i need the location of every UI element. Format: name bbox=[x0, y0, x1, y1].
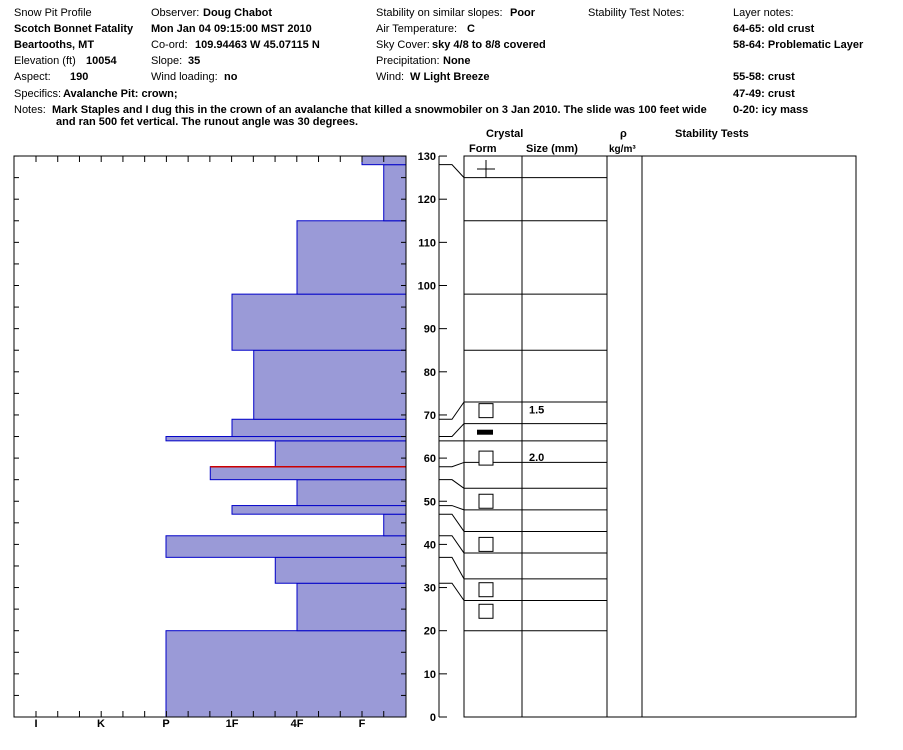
layer-connector bbox=[439, 557, 464, 579]
height-label: 130 bbox=[417, 151, 436, 164]
slope-value: 35 bbox=[188, 55, 201, 67]
crystal-form-symbols bbox=[477, 160, 544, 618]
hardness-bar bbox=[166, 631, 406, 717]
layer-connector bbox=[439, 506, 464, 510]
wind-loading-label: Wind loading: bbox=[151, 71, 218, 83]
hardness-bar bbox=[232, 419, 406, 436]
height-label: 0 bbox=[429, 712, 436, 724]
density-unit-header: kg/m³ bbox=[609, 144, 636, 155]
hardness-bar bbox=[384, 165, 406, 221]
hardness-label: K bbox=[97, 718, 105, 730]
crystal-header: Crystal bbox=[486, 128, 524, 140]
wind-loading-value: no bbox=[224, 71, 238, 83]
hardness-label: 4F bbox=[290, 718, 304, 730]
observation-date: Mon Jan 04 09:15:00 MST 2010 bbox=[151, 23, 312, 35]
notes-line-1: Mark Staples and I dug this in the crown of an avalanche that killed a snowmobiler on 3 Jan 2010. The slide was 100 feet wide bbox=[52, 104, 707, 116]
coord-value: 109.94463 W 45.07115 N bbox=[195, 39, 320, 51]
elevation-value: 10054 bbox=[86, 55, 117, 67]
air-temp-value: C bbox=[467, 23, 475, 35]
form-header: Form bbox=[469, 143, 497, 155]
coord-label: Co-ord: bbox=[151, 39, 188, 51]
observer-value: Doug Chabot bbox=[203, 7, 273, 19]
crystal-table bbox=[464, 156, 856, 717]
location-name: Scotch Bonnet Fatality bbox=[14, 23, 134, 35]
profile-title: Snow Pit Profile bbox=[14, 7, 92, 19]
hardness-label: F bbox=[358, 718, 366, 730]
layer-connector bbox=[439, 583, 464, 600]
stability-label: Stability on similar slopes: bbox=[376, 7, 503, 19]
height-label: 70 bbox=[423, 409, 436, 422]
hardness-bar bbox=[166, 536, 406, 558]
height-label: 40 bbox=[423, 539, 436, 552]
height-label: 100 bbox=[417, 280, 436, 293]
notes-line-2: and ran 500 fet vertical. The runout angle was 30 degrees. bbox=[56, 116, 358, 128]
area-name: Beartooths, MT bbox=[14, 39, 95, 51]
sky-cover-label: Sky Cover: bbox=[376, 39, 430, 51]
slope-label: Slope: bbox=[151, 55, 183, 67]
hardness-bar bbox=[232, 294, 406, 350]
aspect-value: 190 bbox=[70, 71, 89, 83]
stability-tests-header: Stability Tests bbox=[675, 128, 749, 140]
observer-label: Observer: bbox=[151, 7, 200, 19]
hardness-bars bbox=[166, 156, 406, 717]
height-label: 50 bbox=[423, 496, 436, 509]
layer-connector bbox=[439, 165, 464, 178]
layer-note: 0-20: icy mass bbox=[733, 104, 809, 116]
layer-notes-label: Layer notes: bbox=[733, 7, 794, 19]
hardness-label: P bbox=[162, 718, 170, 730]
size-header: Size (mm) bbox=[526, 143, 578, 155]
height-label: 80 bbox=[423, 366, 436, 379]
layer-connector bbox=[439, 514, 464, 531]
hardness-bar bbox=[297, 221, 406, 294]
precip-label: Precipitation: bbox=[376, 55, 440, 67]
crystal-square-symbol bbox=[479, 404, 493, 418]
crystal-size-value: 1.5 bbox=[529, 404, 545, 417]
height-label: 20 bbox=[423, 625, 436, 638]
height-label: 120 bbox=[417, 194, 436, 207]
specifics-label: Specifics: bbox=[14, 88, 62, 100]
hardness-bar bbox=[232, 506, 406, 515]
crystal-square-symbol bbox=[479, 451, 493, 465]
crystal-square-symbol bbox=[479, 537, 493, 551]
density-symbol-header: ρ bbox=[620, 128, 627, 140]
air-temp-label: Air Temperature: bbox=[376, 23, 458, 35]
crystal-size-value: 2.0 bbox=[529, 452, 545, 465]
hardness-bar bbox=[297, 480, 406, 506]
height-label: 30 bbox=[423, 582, 436, 595]
hardness-bar bbox=[166, 437, 406, 441]
hardness-bar bbox=[210, 467, 406, 480]
crystal-square-symbol bbox=[479, 604, 493, 618]
layer-note: 58-64: Problematic Layer bbox=[733, 39, 864, 51]
layer-connector bbox=[439, 402, 464, 419]
crystal-bar-symbol bbox=[477, 430, 493, 435]
elevation-label: Elevation (ft) bbox=[14, 55, 76, 67]
layer-note: 64-65: old crust bbox=[733, 23, 815, 35]
notes-label: Notes: bbox=[14, 104, 46, 116]
aspect-label: Aspect: bbox=[14, 71, 51, 83]
stability-test-notes-label: Stability Test Notes: bbox=[588, 7, 685, 19]
crystal-square-symbol bbox=[479, 583, 493, 597]
layer-connector bbox=[439, 424, 464, 437]
layer-note: 47-49: crust bbox=[733, 88, 795, 100]
sky-cover-value: sky 4/8 to 8/8 covered bbox=[432, 39, 546, 51]
height-label: 110 bbox=[418, 237, 436, 250]
wind-label: Wind: bbox=[376, 71, 405, 83]
height-label: 90 bbox=[423, 323, 436, 336]
hardness-bar bbox=[275, 441, 406, 467]
precip-value: None bbox=[443, 55, 471, 67]
height-label: 60 bbox=[423, 453, 436, 466]
hardness-bar bbox=[254, 350, 406, 419]
layer-connector bbox=[439, 480, 464, 489]
layer-connector bbox=[439, 462, 464, 466]
hardness-bar bbox=[384, 514, 406, 536]
stability-value: Poor bbox=[510, 7, 536, 19]
hardness-label: I bbox=[34, 718, 38, 730]
specifics-value: Avalanche Pit: crown; bbox=[63, 88, 178, 100]
hardness-bar bbox=[275, 557, 406, 583]
hardness-label: 1F bbox=[225, 718, 239, 730]
crystal-square-symbol bbox=[479, 494, 493, 508]
height-label: 10 bbox=[423, 668, 436, 681]
hardness-bar bbox=[297, 583, 406, 630]
table-frame bbox=[464, 156, 856, 717]
wind-value: W Light Breeze bbox=[410, 71, 490, 83]
layer-note: 55-58: crust bbox=[733, 71, 795, 83]
